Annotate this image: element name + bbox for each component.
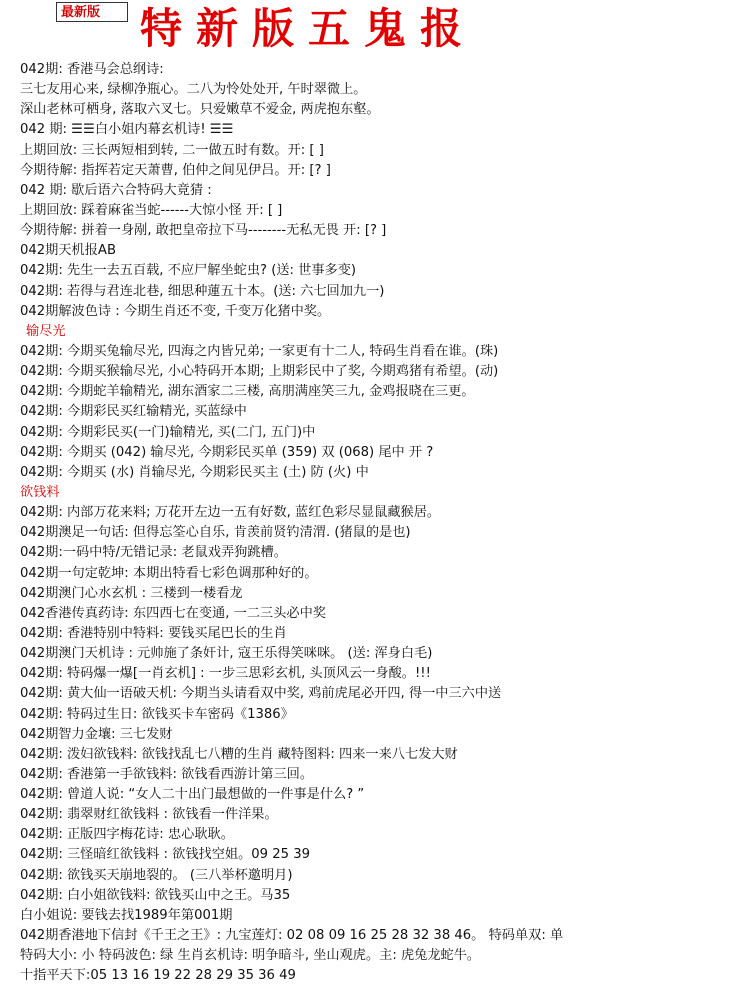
text-line: 042 期: ☰☰白小姐内幕玄机诗! ☰☰ [20, 122, 234, 138]
text-line: 今期待解: 拼着一身剐, 敢把皇帝拉下马--------无私无畏 开: [? ] [20, 223, 387, 239]
text-line: 042期天机报AB [20, 243, 116, 259]
text-line: 042期: 内部万花来料; 万花开左边一五有好数, 蓝红色彩尽显鼠藏猴居。 [20, 505, 441, 521]
text-line: 042期: 香港马会总纲诗: [20, 62, 164, 77]
text-line: 上期回放: 三长两短相到转, 二一做五时有数。开: [ ] [20, 142, 324, 158]
text-line: 今期待解: 指挥若定天萧曹, 伯仲之间见伊吕。开: [? ] [20, 162, 331, 178]
text-line: 特码大小: 小 特码波色: 绿 生肖玄机诗: 明争暗斗, 坐山观虎。主: 虎兔龙蛇牛。 [20, 948, 481, 964]
text-line: 042期: 欲钱买天崩地裂的。 (三八举杯邀明月) [20, 867, 293, 883]
text-line: 042期: 特码爆一爆[一肖玄机] : 一步三思彩玄机, 头顶风云一身酸。!!! [20, 666, 431, 682]
forecast-text-body [20, 60, 727, 986]
text-line: 042期: 今期蛇羊输精光, 湖东酒家二三楼, 高朋满座笑三九, 金鸡报晓在三更。 [20, 384, 475, 400]
text-line: 042期: 白小姐欲钱料: 欲钱买山中之王。马35 [20, 887, 291, 903]
text-line: 042期: 翡翠财红欲钱料 : 欲钱看一件洋果。 [20, 807, 278, 823]
text-line: 深山老林可栖身, 落取六叉七。只爱嫩草不爱金, 两虎抱东壑。 [20, 102, 380, 118]
text-line: 042期: 今期买兔输尽光, 四海之内皆兄弟; 一家更有十二人, 特码生肖看在谁。(珠) [20, 343, 499, 359]
text-line: 042期: 香港第一手欲钱料: 欲钱看西游计第三回。 [20, 766, 314, 782]
text-line: 042期澳足一句话: 但得忘筌心自乐, 肯羡前贤钓清渭. (猪鼠的是也) [20, 525, 411, 541]
text-line: 042期: 曾道人说: “女人二十出门最想做的一件事是什么? ” [20, 787, 365, 803]
section-heading: 输尽光 [26, 323, 66, 339]
text-line: 042期: 先生一去五百载, 不应尸解坐蛇虫? (送: 世事多变) [20, 263, 357, 279]
text-line: 三七友用心来, 绿柳净瓶心。二八为怜处处开, 午时翠微上。 [20, 82, 367, 98]
text-line: 042期: 正版四字梅花诗: 忠心耿耿。 [20, 827, 234, 843]
text-line: 042期: 若得与君连北巷, 细思种蓮五十本。(送: 六七回加九一) [20, 283, 385, 299]
latest-edition-badge: 最新版 [56, 2, 128, 22]
section-heading: 欲钱料 [20, 484, 60, 500]
text-line: 042期: 今期买 (水) 肖输尽光, 今期彩民买主 (土) 防 (火) 中 [20, 464, 369, 480]
text-line: 042期: 香港特别中特料: 要钱买尾巴长的生肖 [20, 625, 287, 641]
text-line: 042期: 今期买猴输尽光, 小心特码开本期; 上期彩民中了奖, 今期鸡猪有希望。(动) [20, 364, 499, 380]
text-line: 042期澳门心水玄机 : 三楼到一楼看龙 [20, 585, 243, 601]
text-line: 042香港传真药诗: 东四西七在变通, 一二三头必中奖 [20, 605, 326, 621]
text-line: 042期: 三怪暗红欲钱料 : 欲钱找空姐。09 25 39 [20, 847, 310, 863]
text-line: 上期回放: 踩着麻雀当蛇------大惊小怪 开: [ ] [20, 202, 283, 218]
text-line: 042期智力金壤: 三七发财 [20, 726, 173, 742]
text-line: 042期解波色诗 : 今期生肖还不变, 千变万化猪中奖。 [20, 303, 331, 319]
page-title: 特新版五鬼报 [140, 4, 477, 53]
text-line: 042期: 黄大仙一语破天机: 今期当头请看双中奖, 鸡前虎尾必开四, 得一中三六中送 [20, 686, 502, 702]
text-line: 十指平天下:05 13 16 19 22 28 29 35 36 49 [20, 968, 296, 984]
text-line: 042 期: 歇后语六合特码大竟猜 : [20, 182, 212, 198]
text-line: 042期: 特码过生日: 欲钱买卡车密码《1386》 [20, 706, 294, 722]
text-line: 042期: 今期买 (042) 输尽光, 今期彩民买单 (359) 双 (068) 尾中 开 ? [20, 444, 434, 460]
text-line: 042期: 泼妇欲钱料: 欲钱找乱七八糟的生肖 藏特图料: 四来一来八七发大财 [20, 746, 458, 762]
text-line: 042期:一码中特/无错记录: 老鼠戏弄狗跳槽。 [20, 545, 287, 561]
text-line: 白小姐说: 要钱去找1989年第001期 [20, 907, 233, 923]
text-line: 042期: 今期彩民买(一门)输精光, 买(二门, 五门)中 [20, 424, 316, 440]
text-line: 042期香港地下信封《千王之王》: 九宝莲灯: 02 08 09 16 25 28 32 38 46。 特码单双: 单 [20, 928, 564, 944]
text-line: 042期澳门天机诗 : 元帅施了条奸计, 寇王乐得笑咪咪。 (送: 浑身白毛) [20, 646, 433, 662]
text-line: 042期: 今期彩民买红输精光, 买蓝绿中 [20, 404, 247, 420]
text-line: 042期一句定乾坤: 本期出特看七彩色调那种好的。 [20, 565, 318, 581]
